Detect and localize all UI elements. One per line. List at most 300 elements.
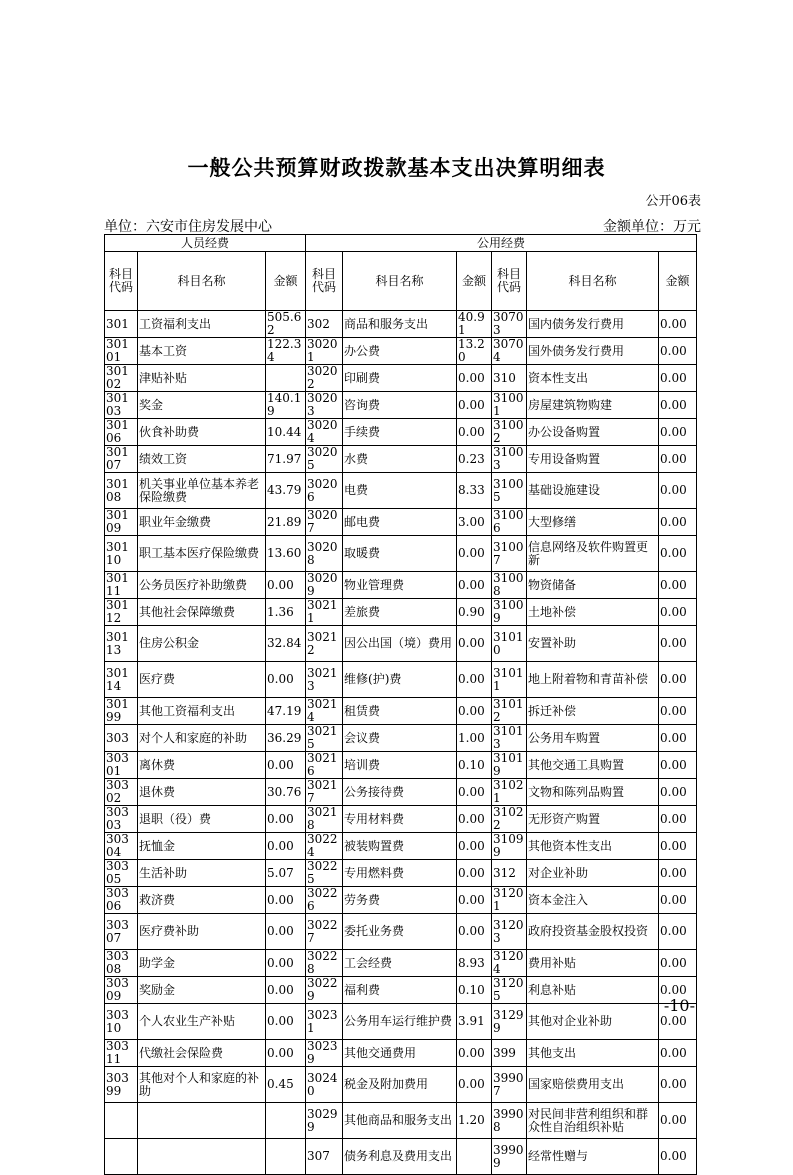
- cell-amount: 0.00: [457, 887, 492, 914]
- cell-name: 对企业补助: [527, 860, 659, 887]
- cell-amount: 0.00: [659, 950, 697, 977]
- cell-code: 31008: [492, 572, 527, 599]
- cell-code: 30209: [306, 572, 343, 599]
- table-row: [105, 1067, 697, 1103]
- cell-amount: 47.19: [266, 698, 306, 725]
- cell-name: 对个人和家庭的补助: [138, 725, 266, 752]
- cell-name: 职工基本医疗保险缴费: [138, 536, 266, 572]
- cell-amount: 0.10: [457, 977, 492, 1004]
- cell-name: 公务接待费: [343, 779, 457, 806]
- cell-name: 医疗费: [138, 662, 266, 698]
- cell-name: 伙食补助费: [138, 419, 266, 446]
- cell-name: 退休费: [138, 779, 266, 806]
- cell-code: 30217: [306, 779, 343, 806]
- cell-amount: 140.19: [266, 392, 306, 419]
- cell-code: [105, 1103, 138, 1139]
- cell-amount: 0.00: [457, 662, 492, 698]
- cell-name: 绩效工资: [138, 446, 266, 473]
- cell-name: 医疗费补助: [138, 914, 266, 950]
- cell-amount: 0.00: [659, 338, 697, 365]
- cell-name: 被装购置费: [343, 833, 457, 860]
- cell-code: 30208: [306, 536, 343, 572]
- cell-amount: 0.00: [659, 725, 697, 752]
- cell-code: 307: [306, 1139, 343, 1175]
- header-name: 科目名称: [343, 252, 457, 311]
- cell-amount: 0.00: [457, 1067, 492, 1103]
- table-row: [105, 887, 697, 914]
- cell-amount: 40.91: [457, 311, 492, 338]
- cell-code: 31006: [492, 509, 527, 536]
- cell-name: 其他支出: [527, 1040, 659, 1067]
- cell-amount: 0.00: [659, 914, 697, 950]
- cell-code: 30101: [105, 338, 138, 365]
- cell-name: 个人农业生产补贴: [138, 1004, 266, 1040]
- cell-code: 31021: [492, 779, 527, 806]
- cell-name: 生活补助: [138, 860, 266, 887]
- cell-amount: 0.00: [659, 860, 697, 887]
- cell-name: 退职（役）费: [138, 806, 266, 833]
- cell-name: 物资储备: [527, 572, 659, 599]
- cell-code: 30103: [105, 392, 138, 419]
- cell-code: [105, 1139, 138, 1175]
- cell-name: 专用材料费: [343, 806, 457, 833]
- cell-code: 30302: [105, 779, 138, 806]
- cell-name: 其他对个人和家庭的补助: [138, 1067, 266, 1103]
- table-row: [105, 509, 697, 536]
- cell-name: [138, 1103, 266, 1139]
- table-row: [105, 977, 697, 1004]
- cell-amount: 0.00: [659, 572, 697, 599]
- cell-code: 30211: [306, 599, 343, 626]
- cell-name: 其他社会保障缴费: [138, 599, 266, 626]
- cell-code: 30204: [306, 419, 343, 446]
- cell-code: 30107: [105, 446, 138, 473]
- header-name: 科目名称: [138, 252, 266, 311]
- cell-amount: 36.29: [266, 725, 306, 752]
- cell-name: 利息补贴: [527, 977, 659, 1004]
- header-amount: 金额: [457, 252, 492, 311]
- cell-name: 工资福利支出: [138, 311, 266, 338]
- cell-name: [138, 1139, 266, 1175]
- cell-code: 30240: [306, 1067, 343, 1103]
- cell-amount: 0.00: [659, 626, 697, 662]
- cell-code: 30226: [306, 887, 343, 914]
- table-row: [105, 473, 697, 509]
- cell-name: 办公费: [343, 338, 457, 365]
- header-code: 科目代码: [492, 252, 527, 311]
- cell-name: 水费: [343, 446, 457, 473]
- cell-amount: 0.00: [266, 752, 306, 779]
- cell-code: 31007: [492, 536, 527, 572]
- cell-code: 30310: [105, 1004, 138, 1040]
- cell-code: 30304: [105, 833, 138, 860]
- table-row: [105, 1139, 697, 1175]
- cell-name: 手续费: [343, 419, 457, 446]
- cell-amount: 0.00: [659, 1004, 697, 1040]
- cell-amount: 0.00: [659, 419, 697, 446]
- cell-code: 39908: [492, 1103, 527, 1139]
- table-row: [105, 338, 697, 365]
- cell-code: 30212: [306, 626, 343, 662]
- cell-code: 301: [105, 311, 138, 338]
- expenditure-table: [104, 234, 697, 1175]
- table-row: [105, 1040, 697, 1067]
- cell-code: 31003: [492, 446, 527, 473]
- cell-name: 职业年金缴费: [138, 509, 266, 536]
- cell-name: 培训费: [343, 752, 457, 779]
- cell-code: 30205: [306, 446, 343, 473]
- cell-code: 31299: [492, 1004, 527, 1040]
- cell-amount: 0.00: [266, 806, 306, 833]
- cell-code: 30199: [105, 698, 138, 725]
- cell-amount: 0.00: [659, 698, 697, 725]
- unit-label: 单位：六安市住房发展中心: [104, 219, 272, 235]
- cell-amount: 0.00: [659, 977, 697, 1004]
- cell-amount: 0.00: [457, 365, 492, 392]
- cell-amount: 13.20: [457, 338, 492, 365]
- cell-code: 399: [492, 1040, 527, 1067]
- cell-amount: [266, 365, 306, 392]
- cell-name: 债务利息及费用支出: [343, 1139, 457, 1175]
- cell-name: 基本工资: [138, 338, 266, 365]
- cell-amount: 0.45: [266, 1067, 306, 1103]
- table-row: [105, 572, 697, 599]
- cell-amount: 32.84: [266, 626, 306, 662]
- cell-amount: 5.07: [266, 860, 306, 887]
- money-unit-label: 金额单位：万元: [603, 219, 701, 235]
- cell-code: 39907: [492, 1067, 527, 1103]
- table-row: [105, 806, 697, 833]
- cell-name: 对民间非营利组织和群众性自治组织补贴: [527, 1103, 659, 1139]
- cell-amount: 0.00: [266, 1004, 306, 1040]
- header-amount: 金额: [266, 252, 306, 311]
- cell-amount: [266, 1103, 306, 1139]
- table-row: [105, 446, 697, 473]
- cell-name: 住房公积金: [138, 626, 266, 662]
- cell-amount: 0.00: [266, 572, 306, 599]
- table-row: [105, 833, 697, 860]
- cell-code: 30703: [492, 311, 527, 338]
- cell-amount: 0.00: [266, 662, 306, 698]
- table-row: [105, 914, 697, 950]
- cell-code: 31002: [492, 419, 527, 446]
- cell-code: 30308: [105, 950, 138, 977]
- cell-amount: 0.00: [266, 914, 306, 950]
- table-row: [105, 1103, 697, 1139]
- cell-amount: 0.00: [659, 1067, 697, 1103]
- table-row: [105, 662, 697, 698]
- cell-amount: 3.91: [457, 1004, 492, 1040]
- cell-amount: 21.89: [266, 509, 306, 536]
- cell-code: 31201: [492, 887, 527, 914]
- cell-code: 31005: [492, 473, 527, 509]
- cell-code: 30229: [306, 977, 343, 1004]
- cell-name: 资本金注入: [527, 887, 659, 914]
- cell-code: 30309: [105, 977, 138, 1004]
- cell-name: 奖金: [138, 392, 266, 419]
- cell-code: 30206: [306, 473, 343, 509]
- cell-amount: 0.00: [457, 419, 492, 446]
- cell-code: 31204: [492, 950, 527, 977]
- cell-code: 30311: [105, 1040, 138, 1067]
- cell-code: 30106: [105, 419, 138, 446]
- table-row: [105, 950, 697, 977]
- cell-name: 工会经费: [343, 950, 457, 977]
- cell-amount: 0.00: [659, 1040, 697, 1067]
- cell-name: 邮电费: [343, 509, 457, 536]
- cell-amount: 8.93: [457, 950, 492, 977]
- cell-name: 委托业务费: [343, 914, 457, 950]
- cell-name: 商品和服务支出: [343, 311, 457, 338]
- header-code: 科目代码: [105, 252, 138, 311]
- cell-name: 办公设备购置: [527, 419, 659, 446]
- cell-amount: 0.00: [457, 860, 492, 887]
- cell-amount: 0.00: [266, 1040, 306, 1067]
- cell-name: 代缴社会保险费: [138, 1040, 266, 1067]
- cell-amount: 71.97: [266, 446, 306, 473]
- cell-name: 救济费: [138, 887, 266, 914]
- cell-code: 31013: [492, 725, 527, 752]
- cell-amount: 0.00: [457, 698, 492, 725]
- table-row: [105, 599, 697, 626]
- cell-amount: 0.00: [659, 752, 697, 779]
- cell-name: 因公出国（境）费用: [343, 626, 457, 662]
- cell-code: 30218: [306, 806, 343, 833]
- cell-amount: 43.79: [266, 473, 306, 509]
- cell-amount: 0.00: [659, 1139, 697, 1175]
- cell-amount: 0.00: [457, 536, 492, 572]
- cell-code: 30102: [105, 365, 138, 392]
- cell-code: 30215: [306, 725, 343, 752]
- cell-code: 30299: [306, 1103, 343, 1139]
- cell-amount: 0.00: [457, 779, 492, 806]
- cell-amount: [266, 1139, 306, 1175]
- cell-code: 302: [306, 311, 343, 338]
- cell-amount: 0.00: [659, 392, 697, 419]
- cell-name: 无形资产购置: [527, 806, 659, 833]
- cell-name: 费用补贴: [527, 950, 659, 977]
- cell-code: 30110: [105, 536, 138, 572]
- cell-name: 其他资本性支出: [527, 833, 659, 860]
- cell-name: 安置补助: [527, 626, 659, 662]
- cell-name: 国内债务发行费用: [527, 311, 659, 338]
- cell-amount: 1.20: [457, 1103, 492, 1139]
- header-amount: 金额: [659, 252, 697, 311]
- cell-name: 取暖费: [343, 536, 457, 572]
- cell-code: 30114: [105, 662, 138, 698]
- cell-name: 资本性支出: [527, 365, 659, 392]
- cell-amount: 30.76: [266, 779, 306, 806]
- cell-code: 30111: [105, 572, 138, 599]
- cell-code: 30303: [105, 806, 138, 833]
- cell-amount: 0.00: [659, 473, 697, 509]
- cell-name: 会议费: [343, 725, 457, 752]
- table-row: [105, 419, 697, 446]
- cell-amount: 0.00: [457, 914, 492, 950]
- cell-amount: 0.00: [659, 887, 697, 914]
- cell-name: 助学金: [138, 950, 266, 977]
- cell-amount: 0.00: [659, 446, 697, 473]
- table-row: [105, 1004, 697, 1040]
- cell-name: 拆迁补偿: [527, 698, 659, 725]
- cell-amount: 0.90: [457, 599, 492, 626]
- cell-name: 其他交通工具购置: [527, 752, 659, 779]
- cell-code: 312: [492, 860, 527, 887]
- group-header-personnel: 人员经费: [105, 235, 306, 252]
- page-title: 一般公共预算财政拨款基本支出决算明细表: [187, 155, 606, 180]
- cell-name: 离休费: [138, 752, 266, 779]
- cell-amount: 0.23: [457, 446, 492, 473]
- table-row: [105, 626, 697, 662]
- cell-name: 奖励金: [138, 977, 266, 1004]
- table-row: [105, 779, 697, 806]
- cell-amount: 8.33: [457, 473, 492, 509]
- cell-name: 其他对企业补助: [527, 1004, 659, 1040]
- page-number: -10-: [663, 996, 695, 1015]
- cell-amount: 0.00: [659, 662, 697, 698]
- table-row: [105, 311, 697, 338]
- table-row: [105, 365, 697, 392]
- cell-code: 30216: [306, 752, 343, 779]
- cell-name: 信息网络及软件购置更新: [527, 536, 659, 572]
- cell-name: 机关事业单位基本养老保险缴费: [138, 473, 266, 509]
- cell-name: 基础设施建设: [527, 473, 659, 509]
- cell-name: 专用设备购置: [527, 446, 659, 473]
- cell-amount: 0.00: [457, 1040, 492, 1067]
- cell-code: 30231: [306, 1004, 343, 1040]
- cell-amount: 0.00: [659, 311, 697, 338]
- cell-code: 30108: [105, 473, 138, 509]
- cell-name: 大型修缮: [527, 509, 659, 536]
- cell-amount: 0.00: [266, 950, 306, 977]
- cell-name: 福利费: [343, 977, 457, 1004]
- cell-amount: 505.62: [266, 311, 306, 338]
- cell-name: 其他交通费用: [343, 1040, 457, 1067]
- cell-name: 国外债务发行费用: [527, 338, 659, 365]
- cell-amount: 0.00: [659, 365, 697, 392]
- cell-amount: 1.36: [266, 599, 306, 626]
- cell-name: 咨询费: [343, 392, 457, 419]
- cell-amount: 0.00: [659, 536, 697, 572]
- cell-name: 国家赔偿费用支出: [527, 1067, 659, 1103]
- cell-amount: 0.00: [266, 977, 306, 1004]
- cell-code: 30306: [105, 887, 138, 914]
- cell-code: 31022: [492, 806, 527, 833]
- cell-code: 30214: [306, 698, 343, 725]
- header-code: 科目代码: [306, 252, 343, 311]
- cell-code: 30213: [306, 662, 343, 698]
- cell-code: 30224: [306, 833, 343, 860]
- cell-name: 政府投资基金股权投资: [527, 914, 659, 950]
- cell-name: 其他商品和服务支出: [343, 1103, 457, 1139]
- cell-name: 经常性赠与: [527, 1139, 659, 1175]
- cell-amount: 0.00: [457, 626, 492, 662]
- cell-code: 31011: [492, 662, 527, 698]
- cell-name: 印刷费: [343, 365, 457, 392]
- cell-amount: 3.00: [457, 509, 492, 536]
- table-row: [105, 536, 697, 572]
- header-name: 科目名称: [527, 252, 659, 311]
- cell-code: 31001: [492, 392, 527, 419]
- cell-code: 30399: [105, 1067, 138, 1103]
- cell-amount: 13.60: [266, 536, 306, 572]
- cell-amount: 0.00: [457, 572, 492, 599]
- table-body: [105, 311, 697, 1175]
- cell-code: 30228: [306, 950, 343, 977]
- cell-code: 310: [492, 365, 527, 392]
- cell-amount: 0.00: [457, 833, 492, 860]
- cell-code: 30307: [105, 914, 138, 950]
- cell-amount: 0.00: [659, 509, 697, 536]
- table-row: [105, 725, 697, 752]
- cell-amount: 0.00: [659, 1103, 697, 1139]
- table-row: [105, 698, 697, 725]
- table-row: [105, 752, 697, 779]
- cell-amount: 0.00: [659, 779, 697, 806]
- cell-code: 30201: [306, 338, 343, 365]
- cell-name: 差旅费: [343, 599, 457, 626]
- cell-name: 其他工资福利支出: [138, 698, 266, 725]
- cell-name: 专用燃料费: [343, 860, 457, 887]
- form-number: 公开06表: [645, 194, 701, 209]
- cell-code: 30305: [105, 860, 138, 887]
- cell-name: 租赁费: [343, 698, 457, 725]
- cell-amount: 0.00: [659, 806, 697, 833]
- cell-code: 31203: [492, 914, 527, 950]
- cell-code: 30227: [306, 914, 343, 950]
- cell-code: 31012: [492, 698, 527, 725]
- cell-code: 31010: [492, 626, 527, 662]
- cell-amount: 122.34: [266, 338, 306, 365]
- cell-name: 地上附着物和青苗补偿: [527, 662, 659, 698]
- cell-amount: 0.00: [659, 833, 697, 860]
- cell-code: 30202: [306, 365, 343, 392]
- cell-code: 31205: [492, 977, 527, 1004]
- table-row: [105, 860, 697, 887]
- group-header-public: 公用经费: [306, 235, 697, 252]
- cell-amount: 1.00: [457, 725, 492, 752]
- cell-code: 303: [105, 725, 138, 752]
- cell-name: 物业管理费: [343, 572, 457, 599]
- cell-amount: 0.00: [659, 599, 697, 626]
- cell-code: 31099: [492, 833, 527, 860]
- cell-code: 31009: [492, 599, 527, 626]
- cell-amount: [457, 1139, 492, 1175]
- cell-code: 30225: [306, 860, 343, 887]
- cell-name: 维修(护)费: [343, 662, 457, 698]
- cell-code: 30301: [105, 752, 138, 779]
- cell-code: 30203: [306, 392, 343, 419]
- cell-name: 文物和陈列品购置: [527, 779, 659, 806]
- cell-name: 公务用车购置: [527, 725, 659, 752]
- cell-amount: 0.10: [457, 752, 492, 779]
- cell-name: 公务员医疗补助缴费: [138, 572, 266, 599]
- cell-name: 税金及附加费用: [343, 1067, 457, 1103]
- cell-code: 30239: [306, 1040, 343, 1067]
- cell-name: 房屋建筑物购建: [527, 392, 659, 419]
- cell-amount: 0.00: [457, 392, 492, 419]
- cell-amount: 10.44: [266, 419, 306, 446]
- cell-name: 抚恤金: [138, 833, 266, 860]
- cell-code: 30704: [492, 338, 527, 365]
- cell-name: 公务用车运行维护费: [343, 1004, 457, 1040]
- cell-code: 30109: [105, 509, 138, 536]
- cell-name: 电费: [343, 473, 457, 509]
- cell-name: 劳务费: [343, 887, 457, 914]
- cell-name: 津贴补贴: [138, 365, 266, 392]
- cell-code: 30112: [105, 599, 138, 626]
- cell-code: 30113: [105, 626, 138, 662]
